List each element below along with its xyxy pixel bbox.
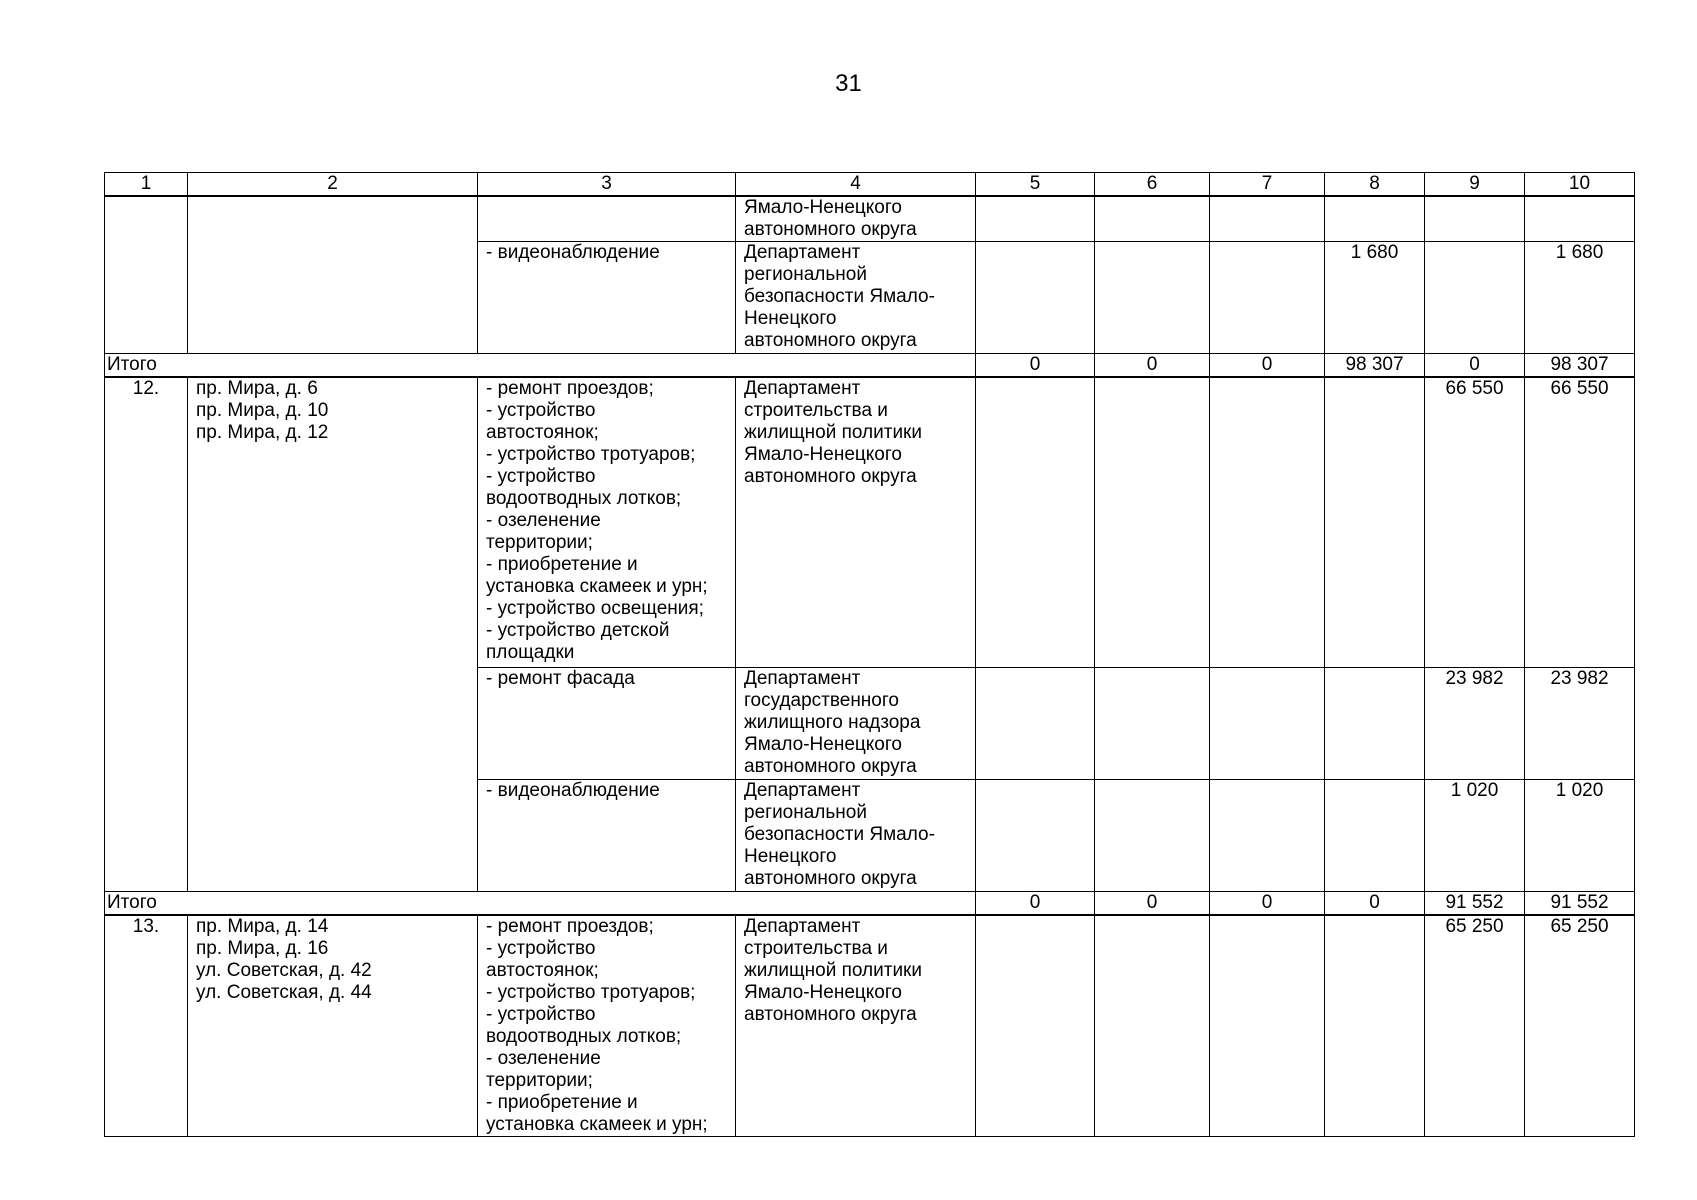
index-cell (105, 196, 188, 354)
total-label: Итого (105, 891, 976, 915)
value-cell: 23 982 (1425, 667, 1525, 779)
value-cell: 23 982 (1525, 667, 1635, 779)
value-cell: 1 680 (1325, 242, 1425, 354)
index-cell: 13. (105, 915, 188, 1137)
agency-cell: Департамент региональной безопасности Ямало- Ненецкого автономного округа (736, 779, 976, 891)
col-header-8: 8 (1325, 173, 1425, 197)
total-value: 98 307 (1525, 354, 1635, 378)
col-header-7: 7 (1210, 173, 1325, 197)
total-value: 98 307 (1325, 354, 1425, 378)
work-cell: - видеонаблюдение (478, 779, 736, 891)
work-cell: - видеонаблюдение (478, 242, 736, 354)
address-cell (188, 196, 478, 354)
col-header-9: 9 (1425, 173, 1525, 197)
value-cell: 1 680 (1525, 242, 1635, 354)
col-header-5: 5 (976, 173, 1095, 197)
value-cell: 1 020 (1425, 779, 1525, 891)
value-cell: 65 250 (1425, 915, 1525, 1137)
address-cell: пр. Мира, д. 6 пр. Мира, д. 10 пр. Мира, д. 12 (188, 377, 478, 891)
header-row (105, 173, 1635, 197)
work-cell: - ремонт проездов; - устройство автостоянок; - устройство тротуаров; - устройство водоотводных лотков; - озеленение территории; - приобретение и установка скамеек и урн; (478, 915, 736, 1137)
total-value: 0 (1325, 891, 1425, 915)
agency-cell: Департамент государственного жилищного надзора Ямало-Ненецкого автономного округа (736, 667, 976, 779)
total-value: 0 (1095, 354, 1210, 378)
table-row (105, 196, 1635, 242)
total-row (105, 891, 1635, 915)
total-value: 0 (1095, 891, 1210, 915)
value-cell: 65 250 (1525, 915, 1635, 1137)
work-cell: - ремонт проездов; - устройство автостоянок; - устройство тротуаров; - устройство водоотводных лотков; - озеленение территории; - приобретение и установка скамеек и урн; - устройство освещения; - устройство детской площадки (478, 377, 736, 667)
total-value: 0 (1210, 354, 1325, 378)
agency-cell: Департамент строительства и жилищной политики Ямало-Ненецкого автономного округа (736, 377, 976, 667)
index-cell: 12. (105, 377, 188, 891)
agency-cell: Департамент региональной безопасности Ямало- Ненецкого автономного округа (736, 242, 976, 354)
table-row (105, 377, 1635, 667)
total-value: 91 552 (1425, 891, 1525, 915)
agency-cell: Ямало-Ненецкого автономного округа (736, 196, 976, 242)
agency-cell: Департамент строительства и жилищной политики Ямало-Ненецкого автономного округа (736, 915, 976, 1137)
col-header-4: 4 (736, 173, 976, 197)
col-header-6: 6 (1095, 173, 1210, 197)
value-cell: 1 020 (1525, 779, 1635, 891)
table-row (105, 915, 1635, 1137)
total-value: 0 (1210, 891, 1325, 915)
total-value: 91 552 (1525, 891, 1635, 915)
value-cell: 66 550 (1525, 377, 1635, 667)
value-cell: 66 550 (1425, 377, 1525, 667)
total-row (105, 354, 1635, 378)
address-cell: пр. Мира, д. 14 пр. Мира, д. 16 ул. Советская, д. 42 ул. Советская, д. 44 (188, 915, 478, 1137)
work-cell: - ремонт фасада (478, 667, 736, 779)
work-cell (478, 196, 736, 242)
budget-table (104, 172, 1635, 1137)
total-value: 0 (1425, 354, 1525, 378)
col-header-10: 10 (1525, 173, 1635, 197)
total-label: Итого (105, 354, 976, 378)
col-header-2: 2 (188, 173, 478, 197)
page-number: 31 (835, 70, 862, 97)
col-header-1: 1 (105, 173, 188, 197)
total-value: 0 (976, 354, 1095, 378)
total-value: 0 (976, 891, 1095, 915)
col-header-3: 3 (478, 173, 736, 197)
